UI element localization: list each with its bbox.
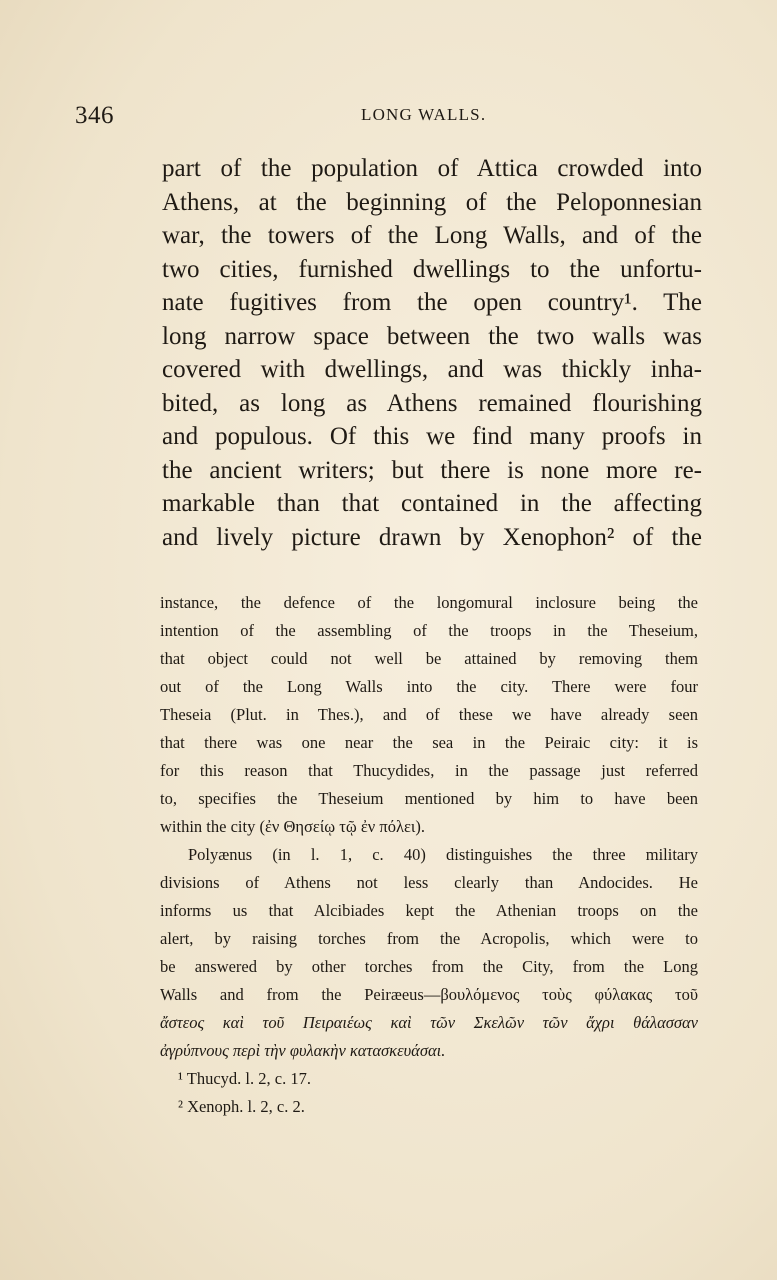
body-line: two cities, furnished dwellings to the unfortu- xyxy=(162,255,702,283)
page-number: 346 xyxy=(75,102,114,129)
note-line: to, specifies the Theseium mentioned by him to have been xyxy=(160,789,698,808)
note-line: out of the Long Walls into the city. There were four xyxy=(160,677,698,696)
note-line: be answered by other torches from the City, from the Long xyxy=(160,957,698,976)
note-line: Walls and from the Peiræeus—βουλόμενος τοὺς φύλακας τοῦ xyxy=(160,985,698,1004)
note-line: Polyænus (in l. 1, c. 40) distinguishes the three military xyxy=(188,845,698,864)
body-line: Athens, at the beginning of the Peloponnesian xyxy=(162,188,702,216)
note-line: alert, by raising torches from the Acropolis, which were to xyxy=(160,929,698,948)
page-header xyxy=(75,100,703,136)
main-text xyxy=(162,152,702,554)
body-line: markable than that contained in the affecting xyxy=(162,490,702,517)
body-line: bited, as long as Athens remained flourishing xyxy=(162,389,702,417)
note-line: instance, the defence of the longomural inclosure being the xyxy=(160,593,698,612)
body-line: and lively picture drawn by Xenophon² of the xyxy=(162,523,702,551)
note-line-greek: ἀγρύπνους περὶ τὴν φυλακὴν κατασκευάσαι. xyxy=(160,1041,446,1060)
note-line-greek: ἄστεος καὶ τοῦ Πειραιέως καὶ τῶν Σκελῶν τῶν ἄχρι θάλασσαν xyxy=(160,1013,698,1032)
note-line: that there was one near the sea in the Peiraic city: it is xyxy=(160,733,698,752)
body-line: long narrow space between the two walls was xyxy=(162,322,702,350)
note-line: Theseia (Plut. in Thes.), and of these we have already seen xyxy=(160,705,698,724)
note-line: intention of the assembling of the troops in the Theseium, xyxy=(160,621,698,640)
note-line: for this reason that Thucydides, in the passage just referred xyxy=(160,761,698,780)
body-line: and populous. Of this we find many proofs in xyxy=(162,423,702,450)
note-line: divisions of Athens not less clearly than Andocides. He xyxy=(160,873,698,892)
body-line: covered with dwellings, and was thickly inha- xyxy=(162,356,702,383)
body-line: war, the towers of the Long Walls, and of the xyxy=(162,222,702,249)
footnote: ¹ Thucyd. l. 2, c. 17. xyxy=(178,1069,311,1088)
running-head: LONG WALLS. xyxy=(361,105,487,124)
notes-block xyxy=(160,589,698,1121)
note-line: within the city (ἐν Θησείῳ τῷ ἐν πόλει). xyxy=(160,817,425,836)
note-line: that object could not well be attained by removing them xyxy=(160,649,698,668)
footnote: ² Xenoph. l. 2, c. 2. xyxy=(178,1097,305,1116)
body-line: part of the population of Attica crowded into xyxy=(162,155,702,182)
note-line: informs us that Alcibiades kept the Athenian troops on the xyxy=(160,901,698,920)
body-line: the ancient writers; but there is none more re- xyxy=(162,456,702,484)
body-line: nate fugitives from the open country¹. The xyxy=(162,289,702,316)
